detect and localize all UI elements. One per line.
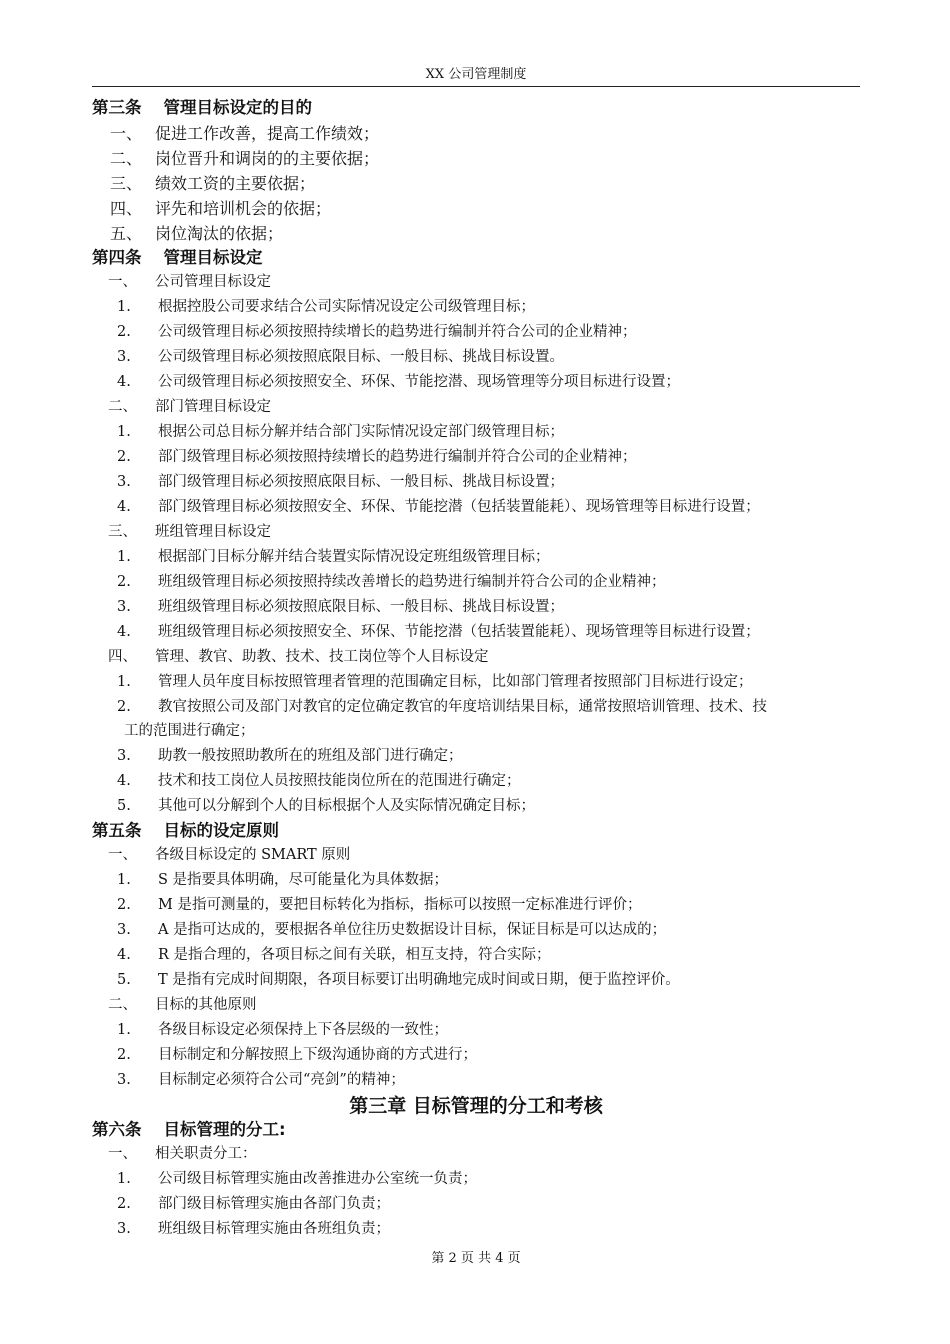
section-number: 二、 <box>108 997 137 1013</box>
item-text: 岗位晋升和调岗的的主要依据； <box>155 149 380 168</box>
list-item <box>117 871 448 889</box>
item-number: 3. <box>117 1221 131 1237</box>
item-number: 五、 <box>110 224 143 243</box>
article-6-heading <box>92 1120 286 1140</box>
item-number: 2. <box>117 324 131 340</box>
list-item <box>117 548 550 566</box>
list-item <box>117 348 564 366</box>
section-number: 三、 <box>108 524 137 540</box>
item-text: A 是指可达成的，要根据各单位往历史数据设计目标，保证目标是可以达成的； <box>158 922 667 938</box>
item-text: 班组级目标管理实施由各班组负责； <box>158 1221 390 1237</box>
page-header: XX 公司管理制度 <box>425 67 527 82</box>
item-text: 根据控股公司要求结合公司实际情况设定公司级管理目标； <box>158 299 535 315</box>
item-text: 公司级管理目标必须按照底限目标、一般目标、挑战目标设置。 <box>158 349 564 365</box>
section-title: 公司管理目标设定 <box>155 274 271 290</box>
item-number: 2. <box>117 897 131 913</box>
item-text: 各级目标设定必须保持上下各层级的一致性； <box>158 1022 448 1038</box>
list-item <box>117 896 641 914</box>
item-text: 班组级管理目标必须按照安全、环保、节能挖潜（包括装置能耗）、现场管理等目标进行设置； <box>158 624 760 640</box>
item-number: 4. <box>117 624 131 640</box>
item-number: 2. <box>117 449 131 465</box>
section-heading <box>108 996 257 1014</box>
item-text: 部门级管理目标必须按照持续增长的趋势进行编制并符合公司的企业精神； <box>158 449 637 465</box>
article-number: 第三条 <box>92 98 142 117</box>
item-text: 管理人员年度目标按照管理者管理的范围确定目标，比如部门管理者按照部门目标进行设定； <box>158 674 753 690</box>
section-title: 目标的其他原则 <box>155 997 257 1013</box>
section-heading <box>108 846 350 864</box>
list-item <box>117 747 463 765</box>
item-text: R 是指合理的，各项目标之间有关联，相互支持，符合实际； <box>158 947 551 963</box>
section-heading <box>108 523 271 541</box>
list-item <box>117 423 564 441</box>
section-number: 一、 <box>108 1146 137 1162</box>
item-number: 四、 <box>110 199 143 218</box>
item-text: 目标制定必须符合公司“亮剑”的精神； <box>158 1072 405 1088</box>
item-text: 根据部门目标分解并结合装置实际情况设定班组级管理目标； <box>158 549 550 565</box>
item-number: 1. <box>117 674 131 690</box>
article-number: 第五条 <box>92 821 142 840</box>
article-5-heading <box>92 821 279 841</box>
article-title: 管理目标设定的目的 <box>163 98 312 117</box>
list-item <box>117 323 637 341</box>
list-item <box>117 448 637 466</box>
item-text: 班组级管理目标必须按照底限目标、一般目标、挑战目标设置； <box>158 599 564 615</box>
article-title: 目标管理的分工: <box>163 1120 286 1139</box>
item-text: 部门级管理目标必须按照安全、环保、节能挖潜（包括装置能耗）、现场管理等目标进行设置； <box>158 499 760 515</box>
list-item <box>117 298 535 316</box>
item-text: 部门级管理目标必须按照底限目标、一般目标、挑战目标设置； <box>158 474 564 490</box>
list-item <box>117 498 760 516</box>
list-item <box>117 1046 477 1064</box>
item-number: 2. <box>117 699 131 715</box>
item-text: 公司级管理目标必须按照持续增长的趋势进行编制并符合公司的企业精神； <box>158 324 637 340</box>
list-item <box>117 1220 390 1238</box>
item-number: 4. <box>117 374 131 390</box>
item-text: 促进工作改善，提高工作绩效； <box>155 124 380 143</box>
item-text: M 是指可测量的，要把目标转化为指标，指标可以按照一定标准进行评价； <box>158 897 642 913</box>
item-number: 1. <box>117 1022 131 1038</box>
article-number: 第六条 <box>92 1120 142 1139</box>
list-item <box>117 623 760 641</box>
item-number: 5. <box>117 972 131 988</box>
article-4-heading <box>92 248 263 268</box>
section-number: 一、 <box>108 274 137 290</box>
purpose-item <box>110 149 379 169</box>
item-number: 2. <box>117 1047 131 1063</box>
item-number: 4. <box>117 947 131 963</box>
item-number: 一、 <box>110 124 143 143</box>
item-number: 5. <box>117 798 131 814</box>
section-title: 部门管理目标设定 <box>155 399 271 415</box>
item-number: 1. <box>117 872 131 888</box>
item-number: 3. <box>117 748 131 764</box>
article-3-heading <box>92 98 312 118</box>
item-text: 部门级目标管理实施由各部门负责； <box>158 1196 390 1212</box>
list-item <box>117 698 767 716</box>
section-heading <box>108 273 271 291</box>
item-number: 1. <box>117 1171 131 1187</box>
item-text: 班组级管理目标必须按照持续改善增长的趋势进行编制并符合公司的企业精神； <box>158 574 666 590</box>
item-number: 2. <box>117 1196 131 1212</box>
list-item <box>117 473 564 491</box>
section-number: 二、 <box>108 399 137 415</box>
list-item-continuation: 工的范围进行确定； <box>124 723 255 739</box>
header-rule <box>92 86 860 87</box>
list-item <box>117 1195 390 1213</box>
item-number: 3. <box>117 599 131 615</box>
section-number: 一、 <box>108 847 137 863</box>
item-text: 绩效工资的主要依据； <box>155 174 316 193</box>
article-title: 管理目标设定 <box>163 248 263 267</box>
item-number: 二、 <box>110 149 143 168</box>
item-text: 助教一般按照助教所在的班组及部门进行确定； <box>158 748 463 764</box>
item-text: 评先和培训机会的依据； <box>155 199 332 218</box>
item-text: 根据公司总目标分解并结合部门实际情况设定部门级管理目标； <box>158 424 564 440</box>
item-number: 3. <box>117 349 131 365</box>
list-item <box>117 1071 405 1089</box>
purpose-item <box>110 199 331 219</box>
item-text: 教官按照公司及部门对教官的定位确定教官的年度培训结果目标，通常按照培训管理、技术、技 <box>158 699 767 715</box>
purpose-item <box>110 224 283 244</box>
purpose-item <box>110 124 379 144</box>
section-title: 相关职责分工： <box>155 1146 257 1162</box>
list-item <box>117 772 521 790</box>
list-item <box>117 598 564 616</box>
section-title: 各级目标设定的 SMART 原则 <box>155 847 351 863</box>
list-item <box>117 797 535 815</box>
item-number: 1. <box>117 424 131 440</box>
section-number: 四、 <box>108 649 137 665</box>
list-item <box>117 1021 448 1039</box>
section-title: 班组管理目标设定 <box>155 524 271 540</box>
item-number: 4. <box>117 773 131 789</box>
page-footer: 第 2 页 共 4 页 <box>431 1251 521 1266</box>
section-title: 管理、教官、助教、技术、技工岗位等个人目标设定 <box>155 649 489 665</box>
list-item <box>117 921 666 939</box>
list-item <box>117 573 666 591</box>
list-item <box>117 673 753 691</box>
section-heading <box>108 398 271 416</box>
list-item <box>117 373 680 391</box>
chapter-title: 第三章 目标管理的分工和考核 <box>349 1095 603 1117</box>
section-heading <box>108 1145 257 1163</box>
item-text: 技术和技工岗位人员按照技能岗位所在的范围进行确定； <box>158 773 521 789</box>
list-item <box>117 971 680 989</box>
item-number: 三、 <box>110 174 143 193</box>
item-text: 岗位淘汰的依据； <box>155 224 284 243</box>
item-number: 2. <box>117 574 131 590</box>
section-heading <box>108 648 489 666</box>
item-text: T 是指有完成时间期限，各项目标要订出明确地完成时间或日期，便于监控评价。 <box>158 972 680 988</box>
item-number: 4. <box>117 499 131 515</box>
list-item <box>117 946 551 964</box>
article-number: 第四条 <box>92 248 142 267</box>
article-title: 目标的设定原则 <box>163 821 279 840</box>
list-item <box>117 1170 477 1188</box>
item-number: 3. <box>117 1072 131 1088</box>
item-number: 3. <box>117 922 131 938</box>
item-text: 公司级目标管理实施由改善推进办公室统一负责； <box>158 1171 477 1187</box>
item-number: 1. <box>117 299 131 315</box>
item-number: 3. <box>117 474 131 490</box>
item-text: 目标制定和分解按照上下级沟通协商的方式进行； <box>158 1047 477 1063</box>
item-text: 公司级管理目标必须按照安全、环保、节能挖潜、现场管理等分项目标进行设置； <box>158 374 680 390</box>
purpose-item <box>110 174 315 194</box>
item-text: 其他可以分解到个人的目标根据个人及实际情况确定目标； <box>158 798 535 814</box>
item-number: 1. <box>117 549 131 565</box>
item-text: S 是指要具体明确，尽可能量化为具体数据； <box>158 872 449 888</box>
